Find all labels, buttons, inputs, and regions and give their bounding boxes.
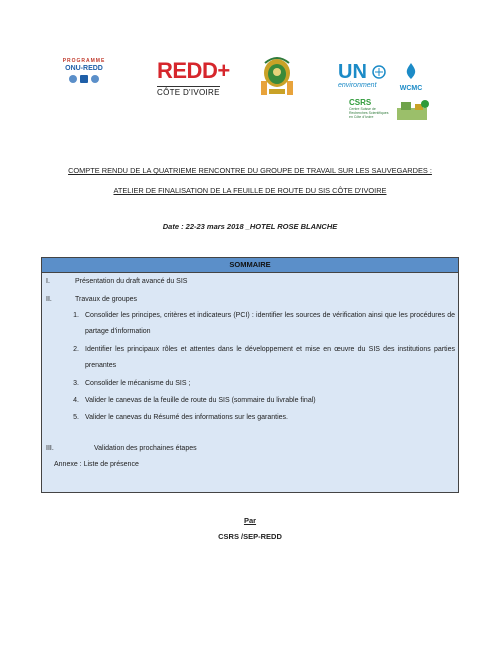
list-item-number: 1. [73,312,79,319]
wcmc-logo-text: WCMC [399,85,423,92]
redd-plus-logo-sub: CÔTE D'IVOIRE [157,88,220,97]
list-item-number: 4. [73,397,79,404]
list-item-number: 3. [73,380,79,387]
csrs-logo-sub: Centre Suisse de Recherches Scientifiques en Côte d'Ivoire [349,107,389,119]
unep-icon [91,75,99,83]
list-item: Consolider le mécanisme du SIS ; [85,380,191,387]
document-title-line2: ATELIER DE FINALISATION DE LA FEUILLE DE ROUTE DU SIS CÔTE D'IVOIRE [113,186,387,195]
fao-icon [69,75,77,83]
section-1-title: Présentation du draft avancé du SIS [75,278,188,285]
csrs-logo [349,98,434,126]
list-item: Valider le canevas du Résumé des informations sur les garanties. [85,414,288,421]
section-3-title: Validation des prochaines étapes [94,445,197,452]
section-2-title: Travaux de groupes [75,296,137,303]
list-item: Consolider les principes, critères et indicateurs (PCI) : identifier les sources de vérification ainsi que les procédures de partage d'information [85,312,455,335]
un-environment-logo-text: UN [338,61,367,83]
section-2-number: II. [46,296,52,303]
summary-heading: SOMMAIRE [42,258,458,273]
author-prefix: Par [243,516,257,525]
list-item: Valider le canevas de la feuille de route du SIS (sommaire du livrable final) [85,397,316,404]
coat-of-arms-icon [259,55,295,97]
onu-redd-logo [56,58,112,92]
annex-label: Annexe : Liste de présence [54,461,139,468]
summary-content [42,273,458,492]
csrs-building-icon [395,98,431,122]
summary-box [41,257,459,493]
list-item-number: 2. [73,346,79,353]
onu-redd-logo-line1: PROGRAMME [62,58,106,64]
redd-plus-logo [157,58,255,97]
section-3-number: III. [46,445,54,452]
section-1-number: I. [46,278,50,285]
redd-plus-logo-main: REDD+ [157,58,230,83]
document-date: Date : 22-23 mars 2018 _HOTEL ROSE BLANCHE [162,222,338,231]
wcmc-logo [392,62,430,92]
document-title-line1: COMPTE RENDU DE LA QUATRIEME RENCONTRE DU GROUPE DE TRAVAIL SUR LES SAUVEGARDES : [68,166,432,175]
undp-icon [80,75,88,83]
list-item-number: 5. [73,414,79,421]
author-name: CSRS /SEP-REDD [218,532,282,541]
un-environment-logo-sub: environment [338,82,377,89]
un-environment-logo-main [338,62,398,82]
csrs-logo-title: CSRS [349,98,372,107]
onu-partner-icons [56,75,112,83]
un-environment-logo [338,62,398,92]
wcmc-drop-icon [403,62,419,80]
un-emblem-icon [372,65,386,79]
onu-redd-logo-line2: ONU-REDD [65,65,103,72]
list-item: Identifier les principaux rôles et attentes dans le développement et mise en œuvre du SIS des institutions parties prenantes [85,346,455,369]
